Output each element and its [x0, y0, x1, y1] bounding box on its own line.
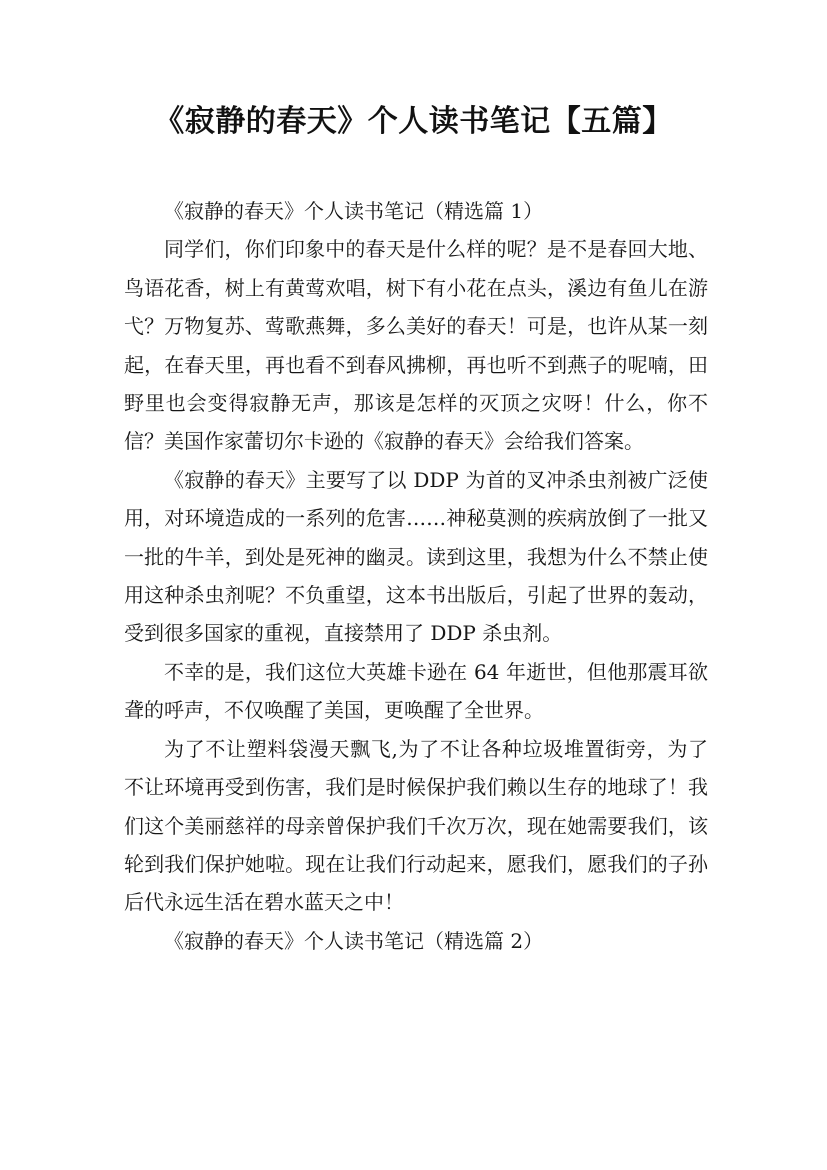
paragraph: 同学们，你们印象中的春天是什么样的呢？是不是春回大地、鸟语花香，树上有黄莺欢唱，树下有小花在点头，溪边有鱼儿在游弋？万物复苏、莺歌燕舞，多么美好的春天！可是，也许从某一刻起，在春天里，再也看不到春风拂柳，再也听不到燕子的呢喃，田野里也会变得寂静无声，那该是怎样的灭顶之灾呀！什么，你不信？美国作家蕾切尔卡逊的《寂静的春天》会给我们答案。 [124, 237, 708, 454]
paragraph: 为了不让塑料袋漫天飘飞,为了不让各种垃圾堆置街旁，为了不让环境再受到伤害，我们是时候保护我们赖以生存的地球了！我们这个美丽慈祥的母亲曾保护我们千次万次，现在她需要我们，该轮到我们保护她啦。现在让我们行动起来，愿我们，愿我们的子孙后代永远生活在碧水蓝天之中！ [124, 736, 708, 915]
paragraph: 不幸的是，我们这位大英雄卡逊在 64 年逝世，但他那震耳欲聋的呼声，不仅唤醒了美国，更唤醒了全世界。 [124, 659, 708, 723]
section-heading: 《寂静的春天》个人读书笔记（精选篇 2） [164, 928, 544, 953]
document-body [124, 192, 708, 960]
paragraph: 《寂静的春天》主要写了以 DDP 为首的叉冲杀虫剂被广泛使用，对环境造成的一系列的危害……神秘莫测的疾病放倒了一批又一批的牛羊，到处是死神的幽灵。读到这里，我想为什么不禁止使用这种杀虫剂呢？不负重望，这本书出版后，引起了世界的轰动，受到很多国家的重视，直接禁用了 DDP 杀虫剂。 [124, 467, 708, 646]
document-title: 《寂静的春天》个人读书笔记【五篇】 [154, 104, 673, 139]
section-heading: 《寂静的春天》个人读书笔记（精选篇 1） [164, 199, 544, 223]
